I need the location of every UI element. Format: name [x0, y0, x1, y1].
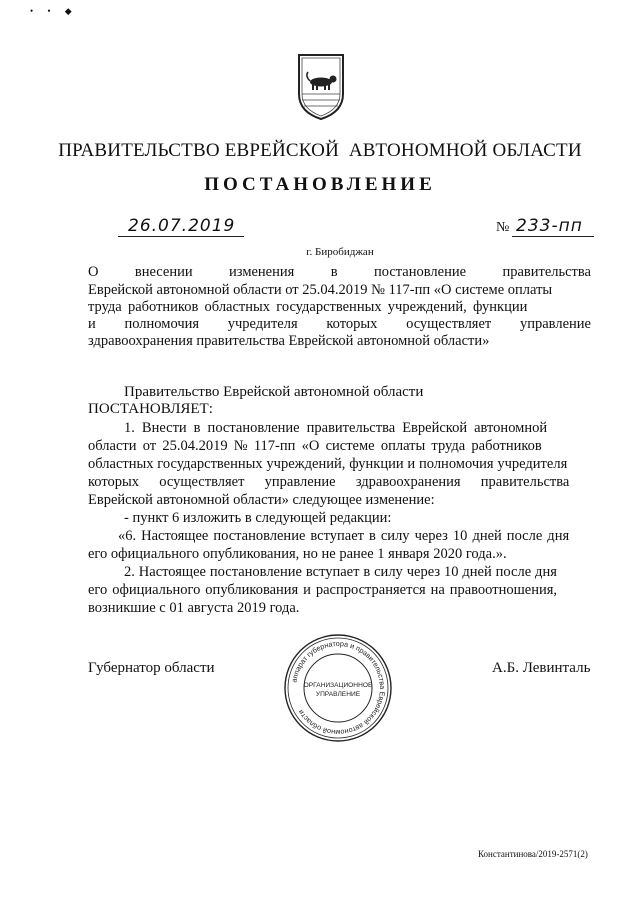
title-line-1 [88, 264, 591, 281]
city: г. Биробиджан [306, 246, 374, 258]
p2-line-2: его официального опубликования и распространяется на правоотношения, [88, 582, 558, 598]
number-underline [512, 236, 594, 237]
title-word: в [330, 264, 338, 280]
stamp-outer-text: аппарат губернатора и правительства Еврейской автономной области [289, 638, 388, 738]
title-line-4 [88, 316, 591, 333]
p1-quote-line-1: «6. Настоящее постановление вступает в силу через 10 дней после дня [118, 528, 570, 544]
title-word: которых [326, 316, 378, 332]
p1-quote-line-2: его официального опубликования, но не ранее 1 января 2020 года.». [88, 546, 507, 562]
stamp-inner-text: УПРАВЛЕНИЕ [315, 691, 361, 698]
title-line-2: Еврейской автономной области от 25.04.2019 № 117-пп «О системе оплаты [88, 282, 553, 298]
title-word: изменения [229, 264, 295, 280]
doc-number: 233-пп [516, 216, 583, 236]
scan-marks: • • ◆ [30, 6, 78, 16]
official-stamp [282, 632, 394, 744]
title-word: постановление [373, 264, 467, 280]
authority-name: ПРАВИТЕЛЬСТВО ЕВРЕЙСКОЙ АВТОНОМНОЙ ОБЛАСТИ [58, 140, 582, 161]
title-word: учредителя [227, 316, 298, 332]
title-line-3: труда работников областных государственных учреждений, функции [88, 299, 528, 315]
p2-line-1: 2. Настоящее постановление вступает в силу через 10 дней после дня [124, 564, 557, 580]
title-word: и [88, 316, 96, 332]
title-line-5: здравоохранения правительства Еврейской автономной области» [88, 333, 490, 349]
p1-line-1: 1. Внести в постановление правительства Еврейской автономной [124, 420, 548, 436]
coat-of-arms-emblem [296, 52, 346, 122]
title-word: полномочия [124, 316, 200, 332]
intro-resolves: ПОСТАНОВЛЯЕТ: [88, 401, 213, 417]
p1-line-4: которых осуществляет управление здравоохранения правительства [88, 474, 570, 490]
intro-government: Правительство Еврейской автономной области [124, 384, 424, 400]
p1-line-2: области от 25.04.2019 № 117-пп «О системе оплаты труда работников [88, 438, 542, 454]
executor-ref: Константинова/2019-2571(2) [478, 849, 588, 859]
title-word: управление [519, 316, 591, 332]
doc-date: 26.07.2019 [128, 216, 236, 236]
title-word: правительства [502, 264, 591, 280]
number-prefix: № [496, 220, 510, 235]
title-word: осуществляет [406, 316, 492, 332]
stamp-inner-text: ОРГАНИЗАЦИОННОЕ [303, 682, 373, 689]
p1-line-3: областных государственных учреждений, функции и полномочия учредителя [88, 456, 568, 472]
doc-type: ПОСТАНОВЛЕНИЕ [204, 174, 436, 195]
p2-line-3: возникшие с 01 августа 2019 года. [88, 600, 300, 616]
p1-line-5: Еврейской автономной области» следующее изменение: [88, 492, 435, 508]
p1-sub: - пункт 6 изложить в следующей редакции: [124, 510, 392, 526]
date-underline [118, 236, 244, 237]
signatory-name: А.Б. Левинталь [492, 660, 591, 676]
signatory-position: Губернатор области [88, 660, 215, 676]
title-word: О [88, 264, 99, 280]
title-word: внесении [134, 264, 193, 280]
